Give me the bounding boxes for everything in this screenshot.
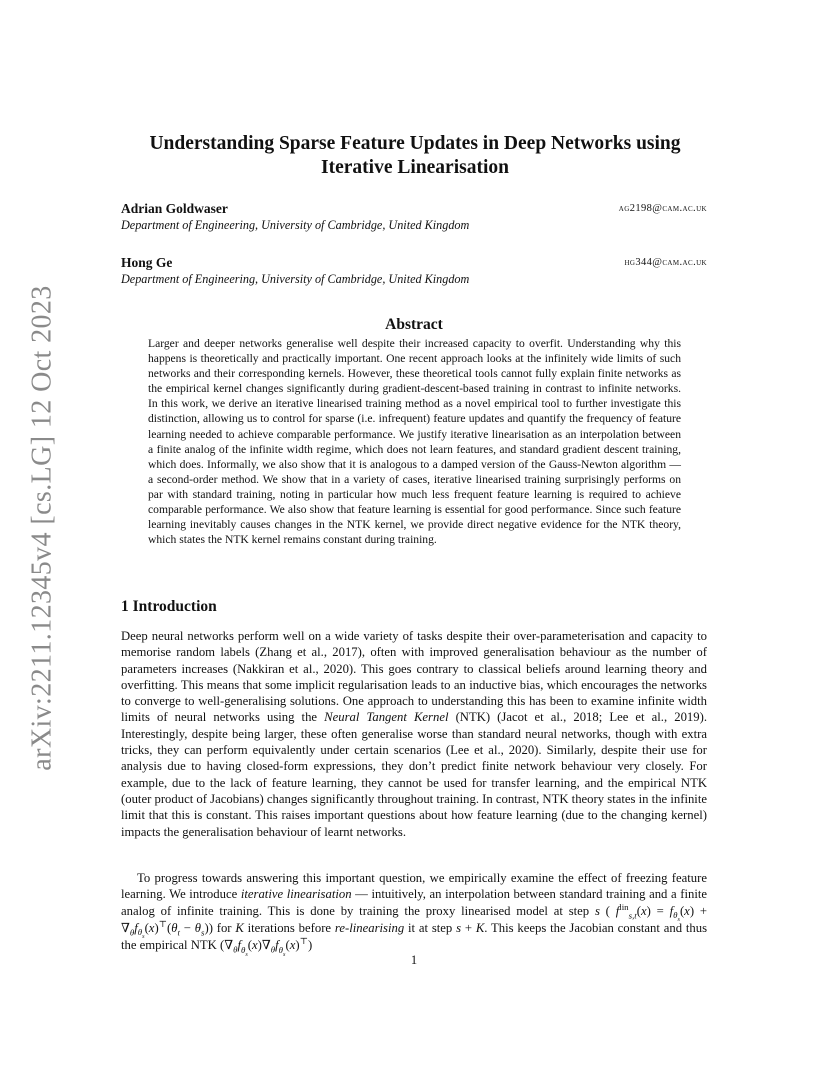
- author-name-1: Adrian Goldwaser: [121, 201, 228, 216]
- paper-title: Understanding Sparse Feature Updates in Deep Networks using Iterative Linearisation: [149, 133, 681, 178]
- author-affiliation-2: Department of Engineering, University of Cambridge, United Kingdom: [121, 272, 470, 286]
- author-name-2: Hong Ge: [121, 255, 173, 270]
- author-email-2: hg344@cam.ac.uk: [624, 257, 707, 268]
- section-heading: 1 Introduction: [121, 598, 217, 615]
- intro-paragraph-2: To progress towards answering this important question, we empirically examine the effect of freezing feature learning. We introduce iterative linearisation — intuitively, an interpolation between standard training and a finite analog of infinite training. This is done by training the proxy linearised model at step s ( $f^{lin}_{s,t}(x) = f_{\theta_s}(x) + \nabla_\theta f_{\theta_s}(x)^⊤(\theta_t - \theta_s)$) for K iterations before re-linearising it at step s + K. This keeps the Jacobian constant and thus the empirical NTK $(\nabla_\theta f_{\theta_s}(x)\nabla_\theta f_{\theta_s}(x)^⊤)$: [121, 871, 708, 958]
- linearised-model-formula: s: [594, 903, 600, 918]
- abstract-text: Larger and deeper networks generalise well despite their increased capacity to overfit. Understanding why this happens is theoretically and practically important. One recent approach looks at the infinitely wide limits of such networks and their corresponding kernels. However, these theoretical tools cannot fully explain finite networks as the empirical kernel changes significantly during gradient-descent-based training in contrast to infinite networks. In this work, we derive an iterative linearised training method as a novel empirical tool to further investigate this distinction, allowing us to control for sparse (i.e. infrequent) feature updates and quantify the frequency of feature learning needed to achieve comparable performance. We justify iterative linearisation as an interpolation between a finite analog of the infinite width regime, which does not learn features, and standard gradient descent training, which does. Informally, we also show that it is analogous to a damped version of the Gauss-Newton algorithm — a second-order method. We show that in a variety of cases, iterative linearised training surprisingly performs on par with standard training, noting in particular how much less frequent feature learning is required to achieve comparable performance. We also show that feature learning is essential for good performance. Since such feature learning inevitably causes changes in the NTK kernel, we provide direct negative evidence for the NTK theory, which states the NTK kernel remains constant during training.: [148, 337, 681, 547]
- abstract-heading: Abstract: [385, 316, 443, 333]
- author-email-1: ag2198@cam.ac.uk: [618, 203, 707, 214]
- arxiv-id: arXiv:2211.12345v4 [cs.LG] 12 Oct 2023: [27, 284, 59, 771]
- author-affiliation-1: Department of Engineering, University of Cambridge, United Kingdom: [121, 218, 470, 232]
- intro-paragraph-1: Deep neural networks perform well on a wide variety of tasks despite their over-parameterisation and capacity to memorise random labels (Zhang et al., 2017), often with improved generalisation behaviour as the number of parameters increases (Nakkiran et al., 2020). This goes contrary to classical beliefs around learning theory and overfitting. This means that some implicit regularisation leads to an inductive bias, which encourages the networks to converge to well-generalising solutions. One approach to understanding this has been to examine infinite width limits of neural networks using the Neural Tangent Kernel (NTK) (Jacot et al., 2018; Lee et al., 2019). Interestingly, despite being larger, these often generalise worse than standard neural networks, though with extra tricks, they can perform equivalently under certain scenarios (Lee et al., 2020). Similarly, despite their use for analysis due to having closed-form expressions, they don’t predict finite network behaviour very closely. For example, due to the lack of feature learning, they cannot be used for transfer learning, and the empirical NTK (outer product of Jacobians) changes significantly throughout training. In contrast, NTK theory states in the infinite limit that this is constant. This raises important questions about how feature learning (due to the changing kernel) impacts the generalisation behaviour of learnt networks.: [121, 629, 707, 839]
- arxiv-identifier-stamp: [8, 284, 78, 771]
- page-number: 1: [410, 953, 418, 967]
